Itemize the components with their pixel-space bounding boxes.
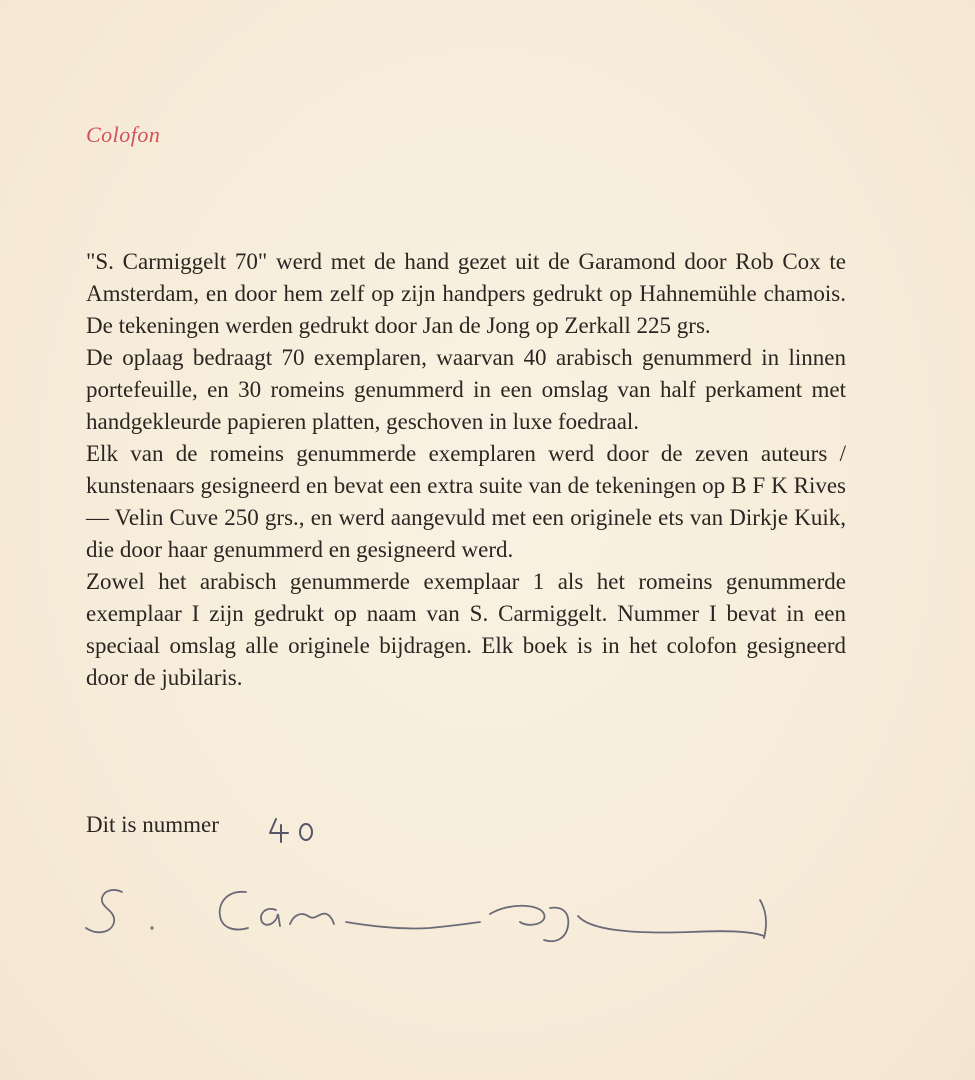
paragraph-printing: "S. Carmiggelt 70" werd met de hand gezet uit de Garamond door Rob Cox te Amsterdam, en door hem zelf op zijn handpers gedrukt op Hahnemühle chamois. De tekeningen werden gedrukt door Jan de Jong op Zerkall 225 grs. (86, 249, 846, 338)
edition-number-label: Dit is nummer (86, 812, 219, 837)
author-signature (70, 870, 790, 960)
paragraph-roman-copies: Elk van de romeins genummerde exemplaren werd door de zeven auteurs / kunstenaars gesigneerd en bevat een extra suite van de tekeningen op B F K Rives — Velin Cuve 250 grs., en werd aangevuld met een originele ets van Dirkje Kuik, die door haar genummerd en gesigneerd werd. (86, 441, 846, 562)
handwritten-number (266, 815, 320, 845)
colophon-body (86, 246, 846, 694)
paragraph-edition: De oplaag bedraagt 70 exemplaren, waarvan 40 arabisch genummerd in linnen portefeuille, en 30 romeins genummerd in een omslag van half perkament met handgekleurde papieren platten, geschoven in luxe foedraal. (86, 345, 846, 434)
colophon-heading: Colofon (86, 122, 161, 147)
paragraph-copy-one: Zowel het arabisch genummerde exemplaar 1 als het romeins genummerde exemplaar I zijn gedrukt op naam van S. Carmiggelt. Nummer I bevat in een speciaal omslag alle originele bijdragen. Elk boek is in het colofon gesigneerd door de jubilaris. (86, 569, 846, 690)
